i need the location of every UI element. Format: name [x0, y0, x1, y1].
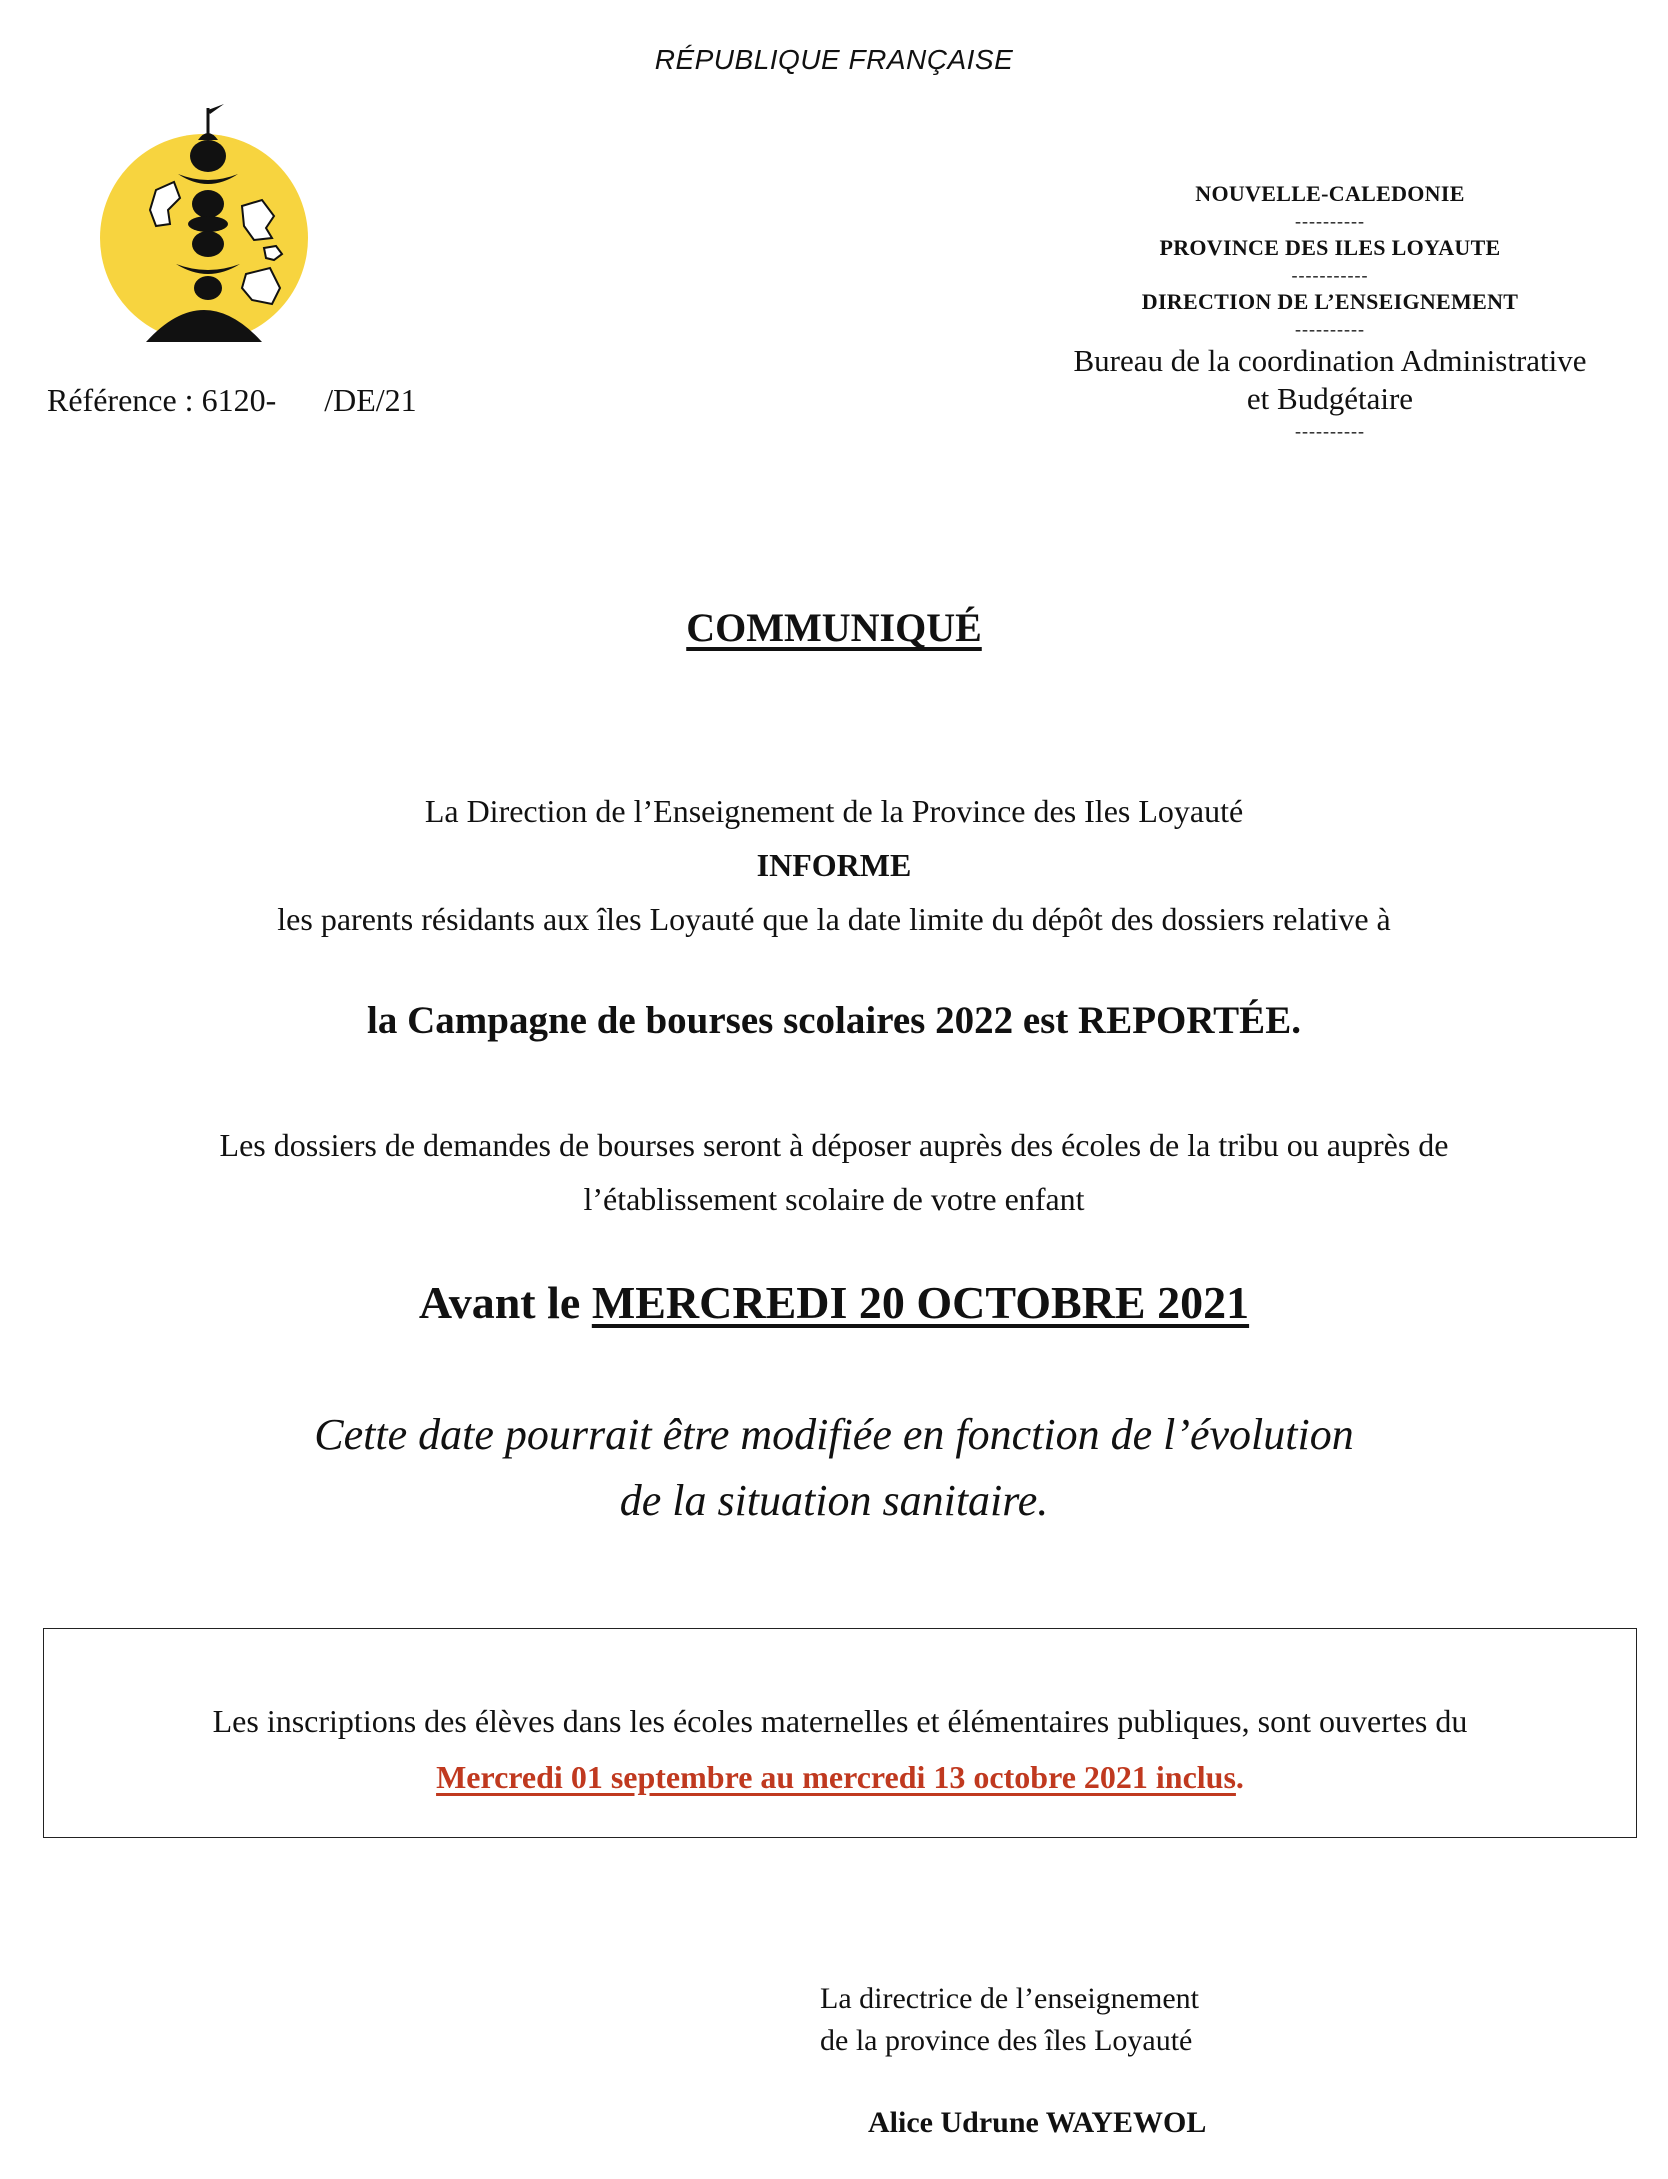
org-nouvelle-caledonie: NOUVELLE-CALEDONIE [1195, 181, 1465, 206]
republique-francaise-header: RÉPUBLIQUE FRANÇAISE [654, 44, 1014, 75]
org-separator: ---------- [1295, 211, 1365, 231]
sanitary-notice [0, 1402, 1668, 1534]
inscriptions-line1: Les inscriptions des élèves dans les écoles maternelles et élémentaires publiques, sont ouvertes du [212, 1703, 1468, 1739]
signature-name: Alice Udrune WAYEWOL [868, 2106, 1207, 2139]
sanitary-line2: de la situation sanitaire. [619, 1476, 1049, 1525]
signature-title-line2: de la province des îles Loyauté [820, 2024, 1193, 2057]
org-direction: DIRECTION DE L’ENSEIGNEMENT [1141, 289, 1519, 314]
intro-line-direction: La Direction de l’Enseignement de la Province des Iles Loyauté [424, 793, 1244, 829]
deadline-line [0, 1276, 1668, 1329]
org-bureau-line1: Bureau de la coordination Administrative [1073, 343, 1587, 378]
intro-paragraph [0, 784, 1668, 946]
inscriptions-dates-suffix: . [1235, 1759, 1244, 1795]
communique-title: COMMUNIQUÉ [686, 605, 982, 650]
inscriptions-dates-line [44, 1749, 1636, 1805]
dossiers-line2: l’établissement scolaire de votre enfant [583, 1181, 1085, 1217]
org-separator: ---------- [1295, 319, 1365, 339]
inscriptions-dates: Mercredi 01 septembre au mercredi 13 octobre 2021 inclus [436, 1759, 1236, 1795]
deadline-prefix: Avant le [418, 1277, 592, 1328]
dossiers-line1: Les dossiers de demandes de bourses seront à déposer auprès des écoles de la tribu ou auprès de [219, 1127, 1449, 1163]
organization-block [1030, 180, 1630, 444]
dossiers-paragraph [0, 1118, 1668, 1226]
intro-informe: INFORME [756, 847, 912, 883]
province-iles-loyaute-emblem-icon [96, 98, 312, 346]
signature-title-line1: La directrice de l’enseignement [820, 1982, 1199, 2015]
signature-title [820, 1978, 1199, 2062]
inscriptions-text [44, 1693, 1636, 1805]
org-bureau-line2: et Budgétaire [1246, 381, 1414, 416]
org-separator: ---------- [1295, 421, 1365, 441]
campagne-announcement: la Campagne de bourses scolaires 2022 est REPORTÉE. [367, 999, 1301, 1042]
inscriptions-box [43, 1628, 1637, 1838]
org-province: PROVINCE DES ILES LOYAUTE [1159, 235, 1501, 260]
deadline-date: MERCREDI 20 OCTOBRE 2021 [591, 1277, 1250, 1328]
reference-number: Référence : 6120- /DE/21 [47, 382, 417, 418]
sanitary-line1: Cette date pourrait être modifiée en fonction de l’évolution [314, 1410, 1354, 1459]
intro-line-parents: les parents résidants aux îles Loyauté que la date limite du dépôt des dossiers relative à [277, 901, 1391, 937]
org-separator: ----------- [1291, 265, 1369, 285]
